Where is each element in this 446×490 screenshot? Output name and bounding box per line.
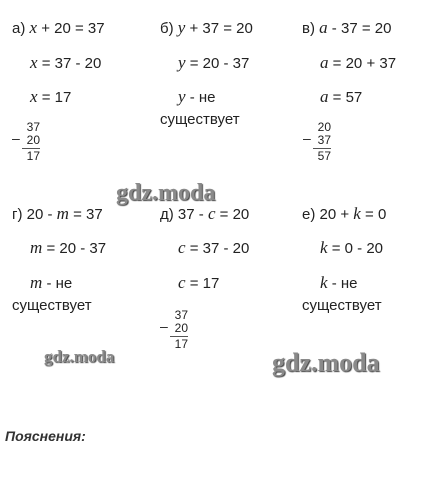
problem-a-step1: x = 37 - 20 <box>30 53 102 72</box>
watermark-1: gdz.moda <box>116 180 216 206</box>
watermark-2: gdz.moda <box>44 347 115 366</box>
problem-b-answer-cont: существует <box>160 111 240 128</box>
problem-b-answer: y - не <box>178 87 216 106</box>
problem-f-step1: k = 0 - 20 <box>320 238 383 257</box>
problem-d-step1: m = 20 - 37 <box>30 238 107 257</box>
problem-e-equation: д) 37 - c = 20 <box>160 204 250 223</box>
problem-c-column-addition: 20 37 57 <box>309 121 331 163</box>
problem-c-step1: a = 20 + 37 <box>320 53 397 72</box>
problem-d-answer: m - не <box>30 273 73 292</box>
problem-a-column-subtraction: 37 20 17 <box>18 121 40 163</box>
watermark-3: gdz.moda <box>272 348 380 377</box>
problem-f-equation: е) 20 + k = 0 <box>302 204 387 223</box>
problem-c-plus-sign: – <box>303 130 311 146</box>
explanations-heading: Пояснения: <box>5 428 86 444</box>
problem-d-equation: г) 20 - m = 37 <box>12 204 103 223</box>
problem-e-column-subtraction: 37 20 17 <box>166 309 188 351</box>
problem-d-answer-cont: существует <box>12 297 92 314</box>
problem-a-minus-sign: – <box>12 130 20 146</box>
problem-b-step1: y = 20 - 37 <box>178 53 250 72</box>
problem-f-answer-cont: существует <box>302 297 382 314</box>
problem-c-equation: в) a - 37 = 20 <box>302 18 392 37</box>
problem-e-answer: c = 17 <box>178 273 220 292</box>
problem-e-minus-sign: – <box>160 318 168 334</box>
problem-a-answer: x = 17 <box>30 87 72 106</box>
problem-c-answer: a = 57 <box>320 87 363 106</box>
problem-f-answer: k - не <box>320 273 358 292</box>
problem-a-equation: а) x + 20 = 37 <box>12 18 105 37</box>
problem-b-equation: б) y + 37 = 20 <box>160 18 253 37</box>
problem-e-step1: c = 37 - 20 <box>178 238 250 257</box>
